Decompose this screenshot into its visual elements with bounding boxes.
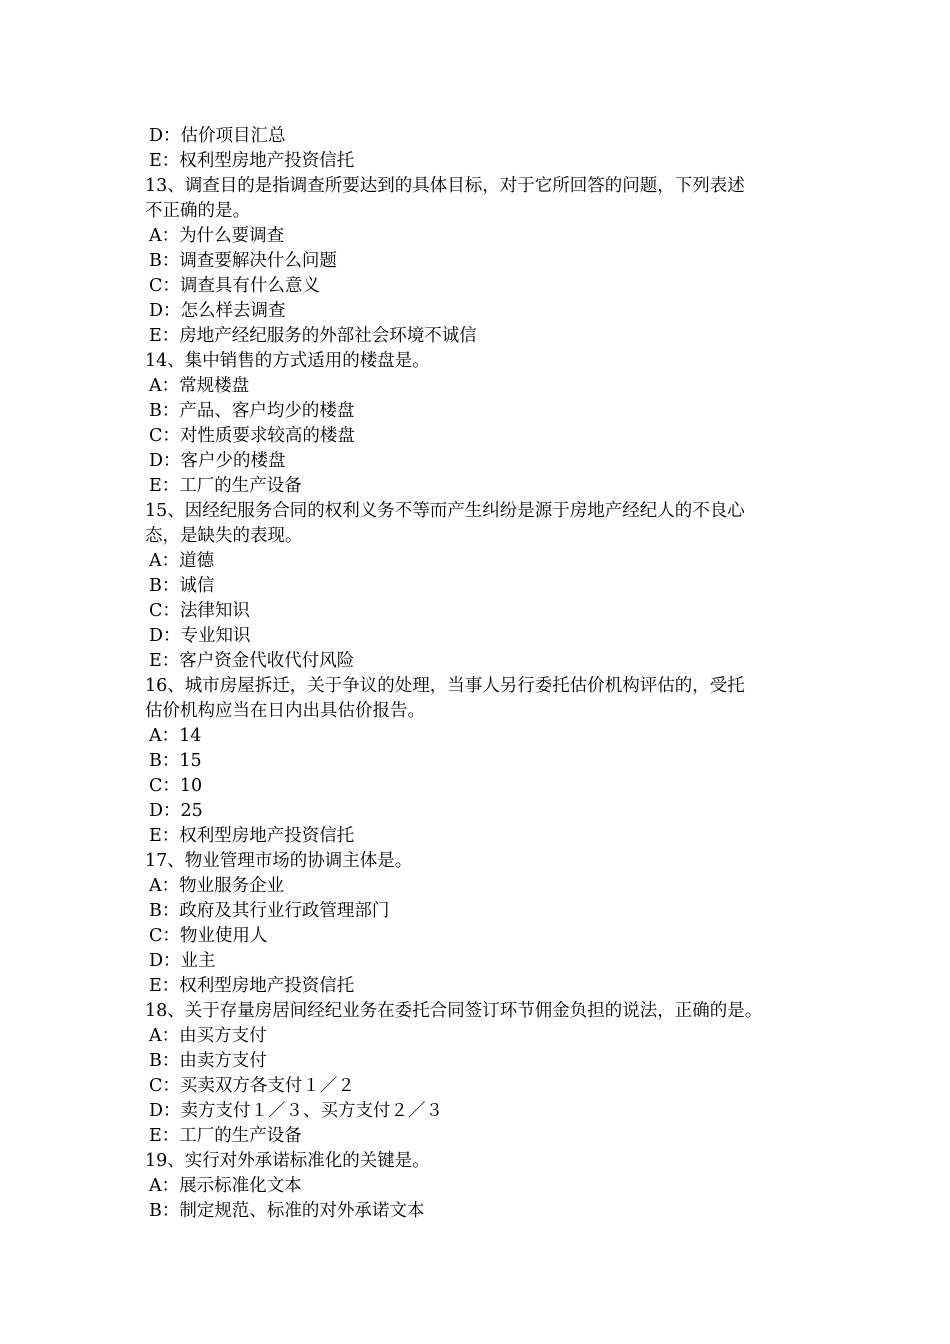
answer-option-line: C：10: [149, 776, 203, 796]
answer-option-line: B：由卖方支付: [149, 1051, 267, 1071]
answer-option-line: D：怎么样去调查: [149, 301, 286, 321]
answer-option-line: B：产品、客户均少的楼盘: [149, 401, 355, 421]
question-text-line: 估价机构应当在日内出具估价报告。: [145, 701, 425, 721]
answer-option-line: A：展示标准化文本: [149, 1176, 302, 1196]
answer-option-line: B：制定规范、标准的对外承诺文本: [149, 1201, 425, 1221]
answer-option-line: E：工厂的生产设备: [149, 476, 302, 496]
document-body: [145, 124, 815, 1224]
answer-option-line: E：权利型房地产投资信托: [149, 151, 355, 171]
question-text-line: 18、关于存量房居间经纪业务在委托合同签订环节佣金负担的说法，正确的是。: [145, 1001, 763, 1021]
question-text-line: 15、因经纪服务合同的权利义务不等而产生纠纷是源于房地产经纪人的不良心: [145, 501, 745, 521]
question-text-line: 17、物业管理市场的协调主体是。: [145, 851, 413, 871]
question-text-line: 16、城市房屋拆迁，关于争议的处理，当事人另行委托估价机构评估的，受托: [145, 676, 745, 696]
answer-option-line: E：权利型房地产投资信托: [149, 826, 355, 846]
answer-option-line: B：调查要解决什么问题: [149, 251, 337, 271]
answer-option-line: E：房地产经纪服务的外部社会环境不诚信: [149, 326, 477, 346]
answer-option-line: A：道德: [149, 551, 215, 571]
answer-option-line: D：客户少的楼盘: [149, 451, 286, 471]
answer-option-line: C：法律知识: [149, 601, 250, 621]
answer-option-line: D：25: [149, 801, 203, 821]
answer-option-line: C：买卖双方各支付１／２: [149, 1076, 355, 1096]
answer-option-line: A：为什么要调查: [149, 226, 285, 246]
question-text-line: 态，是缺失的表现。: [145, 526, 303, 546]
question-text-line: 不正确的是。: [145, 201, 250, 221]
answer-option-line: E：客户资金代收代付风险: [149, 651, 355, 671]
answer-option-line: D：卖方支付１／３、买方支付２／３: [149, 1101, 444, 1121]
question-text-line: 13、调查目的是指调查所要达到的具体目标，对于它所回答的问题，下列表述: [145, 176, 745, 196]
answer-option-line: E：工厂的生产设备: [149, 1126, 302, 1146]
answer-option-line: C：调查具有什么意义: [149, 276, 320, 296]
answer-option-line: A：由买方支付: [149, 1026, 267, 1046]
answer-option-line: B：诚信: [149, 576, 215, 596]
answer-option-line: D：专业知识: [149, 626, 251, 646]
question-text-line: 19、实行对外承诺标准化的关键是。: [145, 1151, 430, 1171]
question-text-line: 14、集中销售的方式适用的楼盘是。: [145, 351, 430, 371]
answer-option-line: A：常规楼盘: [149, 376, 250, 396]
answer-option-line: B：政府及其行业行政管理部门: [149, 901, 390, 921]
answer-option-line: C：物业使用人: [149, 926, 268, 946]
answer-option-line: A：14: [149, 726, 202, 746]
answer-option-line: E：权利型房地产投资信托: [149, 976, 355, 996]
answer-option-line: D：业主: [149, 951, 216, 971]
answer-option-line: D：估价项目汇总: [149, 126, 286, 146]
answer-option-line: C：对性质要求较高的楼盘: [149, 426, 355, 446]
answer-option-line: A：物业服务企业: [149, 876, 285, 896]
answer-option-line: B：15: [149, 751, 202, 771]
